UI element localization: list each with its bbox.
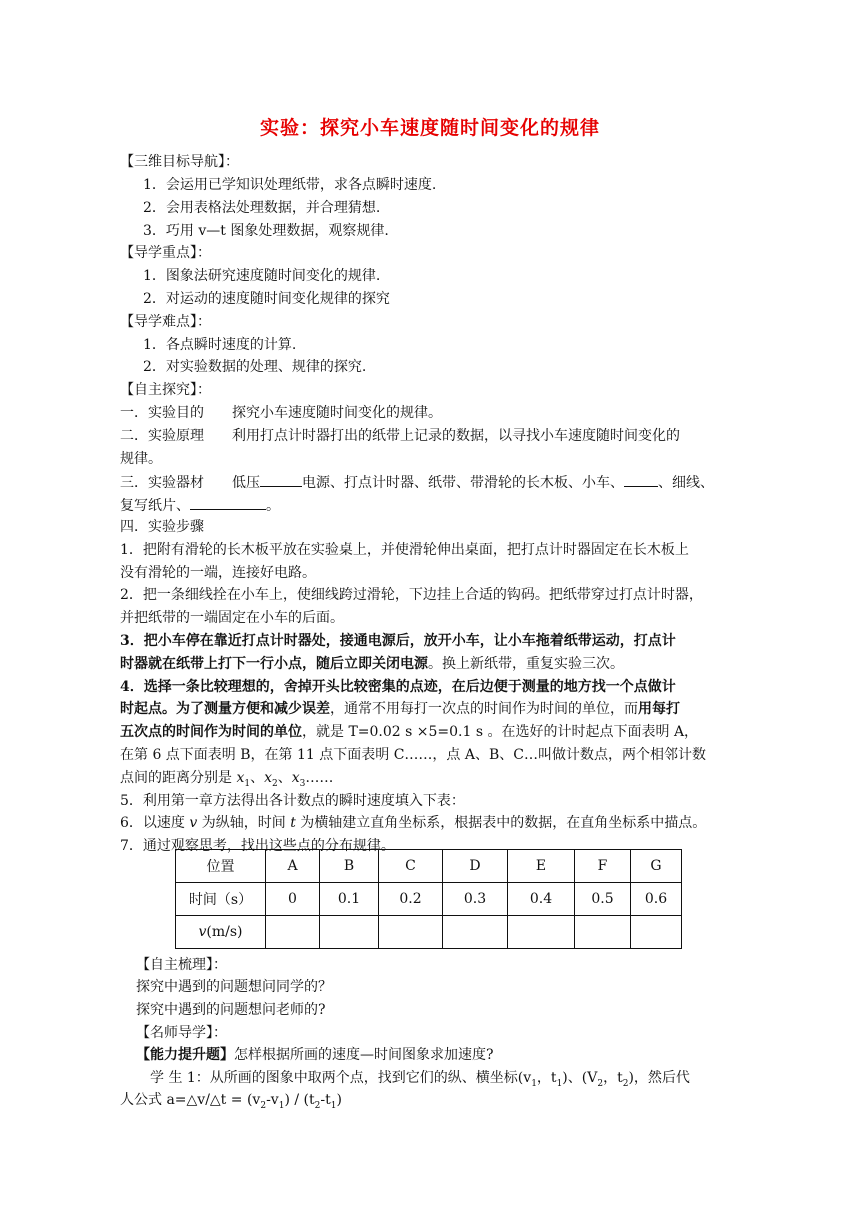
document-title: 实验：探究小车速度随时间变化的规律 <box>259 117 600 139</box>
table-cell: 0 <box>266 883 320 916</box>
focus-item: 2．对运动的速度随时间变化规律的探究 <box>143 291 390 307</box>
equipment-text: 电源、打点计时器、纸带、带滑轮的长木板、小车、 <box>302 475 624 491</box>
var-v: v <box>198 924 207 940</box>
answer-text: 学 生 1：从所画的图象中取两个点，找到它们的纵、横坐标(v <box>150 1070 532 1086</box>
table-header-cell: E <box>508 850 575 883</box>
table-header-cell: G <box>631 850 682 883</box>
table-cell: 0.6 <box>631 883 682 916</box>
subscript: 2 <box>272 778 278 789</box>
table-row <box>176 850 682 883</box>
step-4-cont <box>120 768 333 794</box>
step-4-text: 点间的距离分别是 <box>120 770 237 786</box>
goals-heading: 【三维目标导航】： <box>120 154 239 170</box>
step-4-bold: 五次点的时间作为时间的单位 <box>120 724 302 740</box>
subscript: 1 <box>278 1100 285 1111</box>
step-1: 1．把附有滑轮的长木板平放在实验桌上，并使滑轮伸出桌面，把打点计时器固定在长木板上 <box>120 542 689 558</box>
step-3-bold: 3．把小车停在靠近打点计时器处，接通电源后，放开小车，让小车拖着纸带运动，打点计 <box>120 633 676 649</box>
formula-text: ) / (t <box>284 1092 315 1108</box>
var-x: x <box>291 770 300 786</box>
answer-text: ，t <box>603 1070 623 1086</box>
table-cell: 0.2 <box>379 883 443 916</box>
step-7: 7．通过观察思考，找出这些点的分布规律。 <box>120 838 395 854</box>
subscript: 2 <box>597 1078 604 1089</box>
step-4-text: ，通常不用每打一次点的时间作为时间的单位，而 <box>330 701 638 717</box>
focus-heading: 【导学重点】： <box>120 245 211 261</box>
table-header-cell: 位置 <box>176 850 266 883</box>
ability-tag: 【能力提升题】 <box>136 1047 234 1063</box>
review-heading: 【自主梳理】： <box>136 957 227 973</box>
var-t: t <box>290 815 296 831</box>
unit-label: (m/s) <box>206 924 243 940</box>
table-empty-cell[interactable] <box>631 916 682 949</box>
data-table <box>175 849 682 949</box>
step-2-cont: 并把纸带的一端固定在小车的后面。 <box>120 610 344 626</box>
subscript: 1 <box>531 1078 537 1089</box>
equipment-text: 复写纸片、 <box>120 498 190 514</box>
subscript: 2 <box>260 1100 267 1111</box>
fill-blank[interactable] <box>260 472 302 487</box>
subscript: 3 <box>299 778 306 789</box>
difficulty-item: 2．对实验数据的处理、规律的探究. <box>143 359 367 375</box>
table-empty-cell[interactable] <box>575 916 631 949</box>
subscript: 1 <box>244 778 251 789</box>
step-3 <box>120 631 676 651</box>
equipment-text: 。 <box>266 498 280 514</box>
subscript: 2 <box>314 1100 321 1111</box>
step-3-text: 。换上新纸带，重复实验三次。 <box>428 656 624 672</box>
goal-item: 2．会用表格法处理数据，并合理猜想. <box>143 200 381 216</box>
step-4-bold: 用每打 <box>638 701 680 717</box>
step-4 <box>120 677 676 697</box>
fill-blank[interactable] <box>190 495 266 510</box>
step-5: 5．利用第一章方法得出各计数点的瞬时速度填入下表： <box>120 793 465 809</box>
fill-blank[interactable] <box>624 472 658 487</box>
table-header-cell: F <box>575 850 631 883</box>
steps-heading: 四．实验步骤 <box>120 519 204 535</box>
step-4-cont: 在第 6 点下面表明 B，在第 11 点下面表明 C……，点 A、B、C…叫做计数点，两个相邻计数 <box>120 747 706 763</box>
ellipsis: …… <box>305 770 334 786</box>
subscript: 1 <box>556 1078 563 1089</box>
table-empty-cell[interactable] <box>266 916 320 949</box>
formula-text: -t <box>320 1092 331 1108</box>
experiment-purpose: 一．实验目的 探究小车速度随时间变化的规律。 <box>120 405 442 421</box>
subscript: 1 <box>330 1100 337 1111</box>
table-row-label: 时间（s） <box>176 883 266 916</box>
step-4-bold: 4．选择一条比较理想的，舍掉开头比较密集的点迹，在后边便于测量的地方找一个点做计 <box>120 679 676 695</box>
step-3-bold: 时器就在纸带上打下一行小点，随后立即关闭电源 <box>120 656 428 672</box>
review-question: 探究中遇到的问题想问老师的? <box>136 1002 326 1018</box>
table-row <box>176 916 682 949</box>
step-2: 2．把一条细线拴在小车上，使细线跨过滑轮，下边挂上合适的钩码。把纸带穿过打点计时器， <box>120 587 703 603</box>
teacher-heading: 【名师导学】： <box>136 1025 227 1041</box>
focus-item: 1．图象法研究速度随时间变化的规律. <box>143 268 381 284</box>
experiment-equipment <box>120 472 714 493</box>
formula-text: -v <box>266 1092 279 1108</box>
difficulty-heading: 【导学难点】： <box>120 314 211 330</box>
table-header-cell: A <box>266 850 320 883</box>
table-cell: 0.3 <box>443 883 508 916</box>
step-4-bold: 时起点。为了测量方便和减少误差 <box>120 701 330 717</box>
table-header-cell: D <box>443 850 508 883</box>
subscript: 2 <box>622 1078 629 1089</box>
var-x: x <box>264 770 272 786</box>
table-header-cell: B <box>320 850 379 883</box>
step-6 <box>120 813 706 833</box>
equipment-text: 三．实验器材 低压 <box>120 475 260 491</box>
step-6-text: 6．以速度 <box>120 815 190 831</box>
experiment-principle: 二．实验原理 利用打点计时器打出的纸带上记录的数据，以寻找小车速度随时间变化的 <box>120 428 680 444</box>
step-6-text: 为横轴建立直角坐标系，根据表中的数据，在直角坐标系中描点。 <box>295 815 707 831</box>
goal-item: 1．会运用已学知识处理纸带，求各点瞬时速度. <box>143 177 437 193</box>
difficulty-item: 1．各点瞬时速度的计算. <box>143 337 297 353</box>
answer-text: )，然后代 <box>628 1070 690 1086</box>
table-cell: 0.5 <box>575 883 631 916</box>
separator: 、 <box>250 770 265 786</box>
table-cell: 0.1 <box>320 883 379 916</box>
formula-text: ) <box>336 1092 342 1108</box>
answer-text: ，t <box>536 1070 557 1086</box>
equipment-text: 、细线、 <box>658 475 714 491</box>
explore-heading: 【自主探究】： <box>120 382 211 398</box>
var-v: v <box>189 815 198 831</box>
table-header-cell: C <box>379 850 443 883</box>
table-empty-cell[interactable] <box>508 916 575 949</box>
experiment-equipment-cont <box>120 495 280 516</box>
step-4-cont <box>120 722 698 742</box>
step-3-cont <box>120 654 624 674</box>
table-row <box>176 883 682 916</box>
goal-item: 3．巧用 v—t 图象处理数据，观察规律. <box>143 223 389 239</box>
table-empty-cell[interactable] <box>320 916 379 949</box>
var-x: x <box>236 770 245 786</box>
table-empty-cell[interactable] <box>443 916 508 949</box>
table-row-label <box>176 916 266 949</box>
step-4-text: ，就是 T=0.02 s ×5=0.1 s 。在选好的计时起点下面表明 A， <box>302 724 699 740</box>
answer-text: )、(V <box>562 1070 598 1086</box>
formula-line <box>120 1090 342 1116</box>
experiment-principle-cont: 规律。 <box>120 451 162 467</box>
table-cell: 0.4 <box>508 883 575 916</box>
step-1-cont: 没有滑轮的一端，连接好电路。 <box>120 565 316 581</box>
table-empty-cell[interactable] <box>379 916 443 949</box>
step-4-cont <box>120 699 680 719</box>
ability-text: 怎样根据所画的速度—时间图象求加速度? <box>234 1047 494 1063</box>
review-question: 探究中遇到的问题想问同学的？ <box>136 979 332 995</box>
ability-question <box>136 1045 494 1065</box>
separator: 、 <box>277 770 292 786</box>
step-6-text: 为纵轴，时间 <box>197 815 291 831</box>
formula-text: 人公式 a=△v/△t = (v <box>120 1092 261 1108</box>
